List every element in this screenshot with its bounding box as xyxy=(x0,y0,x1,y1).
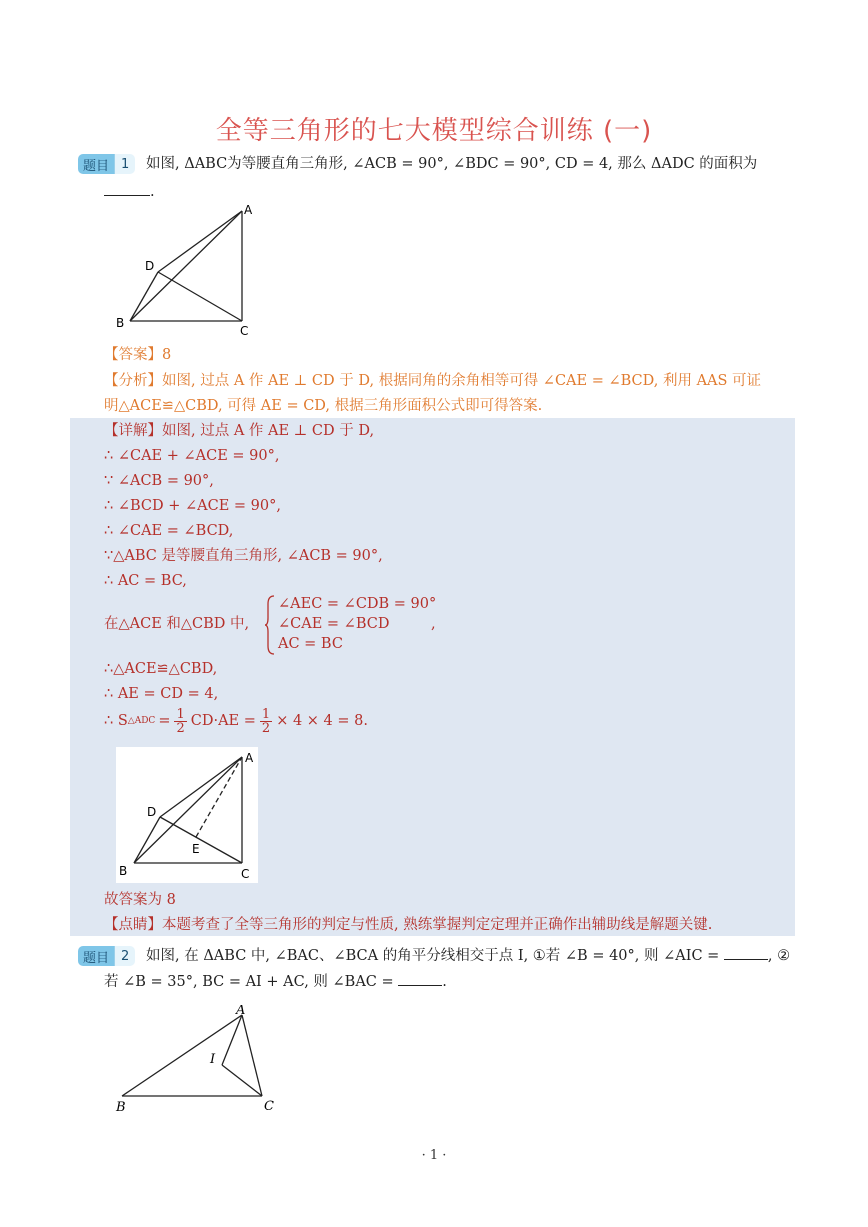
label-B: B xyxy=(119,864,128,878)
fraction-half xyxy=(260,708,272,735)
answer-blank xyxy=(724,945,768,960)
answer-blank xyxy=(104,181,150,196)
question-badge-1 xyxy=(78,154,135,174)
label-A: A xyxy=(245,751,254,765)
detail-line: ∴ ∠CAE = ∠BCD, xyxy=(104,523,234,539)
label-C: C xyxy=(264,1099,274,1114)
page-number: · 1 · xyxy=(421,1148,447,1163)
label-E: E xyxy=(192,842,200,856)
system-suffix: , xyxy=(431,616,436,632)
q2-text-line2 xyxy=(104,970,447,994)
detail-line: ∴ AC = BC, xyxy=(104,573,187,589)
area-eq: = xyxy=(158,713,171,729)
badge-label: 题目 xyxy=(78,946,114,966)
label-C: C xyxy=(241,867,250,881)
detail-line: ∵△ABC 是等腰直角三角形, ∠ACB = 90°, xyxy=(104,548,383,564)
q2-period: . xyxy=(442,974,447,990)
system-line: ∠AEC = ∠CDB = 90° xyxy=(278,596,437,612)
question-badge-2 xyxy=(78,946,135,966)
q2-text-end: , ② xyxy=(767,948,791,964)
q1-analysis-line1: 【分析】如图, 过点 A 作 AE ⊥ CD 于 D, 根据同角的余角相等可得 ∠CAE = ∠BCD, 利用 AAS 可证 xyxy=(104,373,762,389)
conclusion: 故答案为 8 xyxy=(104,892,176,908)
detail-line: ∴ AE = CD = 4, xyxy=(104,686,219,702)
detail-line: ∴△ACE≌△CBD, xyxy=(104,661,218,677)
badge-number: 1 xyxy=(114,154,135,174)
label-I: I xyxy=(210,1052,216,1067)
system-equations xyxy=(278,594,436,654)
fraction-half xyxy=(174,708,186,735)
q2-text: 如图, 在 ΔABC 中, ∠BAC、∠BCA 的角平分线相交于点 I, ①若 ∠B = 40°, 则 ∠AIC = xyxy=(146,948,720,964)
system-line: AC = BC xyxy=(278,636,343,652)
detail-line: 【详解】如图, 过点 A 作 AE ⊥ CD 于 D, xyxy=(104,423,375,439)
label-D: D xyxy=(145,259,155,273)
system-line: ∠CAE = ∠BCD xyxy=(278,616,390,632)
frac-num: 1 xyxy=(261,707,271,722)
area-end: × 4 × 4 = 8. xyxy=(276,713,368,729)
q2-text: 若 ∠B = 35°, BC = AI + AC, 则 ∠BAC = xyxy=(104,974,394,990)
detail-line: ∴ ∠BCD + ∠ACE = 90°, xyxy=(104,498,281,514)
label-A: A xyxy=(236,1005,246,1018)
area-subscript: △ADC xyxy=(127,716,156,726)
label-D: D xyxy=(147,805,157,819)
frac-num: 1 xyxy=(176,707,185,722)
label-A: A xyxy=(244,203,253,217)
q1-period: . xyxy=(150,184,155,200)
area-formula xyxy=(104,708,368,735)
system-prefix: 在△ACE 和△CBD 中, xyxy=(104,616,250,632)
area-prefix: ∴ S xyxy=(104,713,128,729)
detail-line: ∴ ∠CAE + ∠ACE = 90°, xyxy=(104,448,280,464)
q1-analysis-line2: 明△ACE≌△CBD, 可得 AE = CD, 根据三角形面积公式即可得答案. xyxy=(104,398,543,414)
frac-den: 2 xyxy=(176,721,185,736)
label-B: B xyxy=(116,1100,126,1115)
frac-den: 2 xyxy=(261,721,271,736)
q2-text-line1 xyxy=(146,944,826,968)
left-brace-icon xyxy=(264,594,276,656)
badge-label: 题目 xyxy=(78,154,114,174)
comment: 【点睛】本题考查了全等三角形的判定与性质, 熟练掌握判定定理并正确作出辅助线是解题关键. xyxy=(104,917,713,933)
q2-figure xyxy=(110,1005,290,1120)
q1-text: 如图, ΔABC为等腰直角三角形, ∠ACB = 90°, ∠BDC = 90°, CD = 4, 那么 ΔADC 的面积为 xyxy=(146,156,758,172)
q1-answer: 【答案】8 xyxy=(104,347,172,363)
label-C: C xyxy=(240,324,249,338)
area-mid: CD·AE = xyxy=(190,713,256,729)
badge-number: 2 xyxy=(114,946,135,966)
label-B: B xyxy=(116,316,125,330)
page-title: 全等三角形的七大模型综合训练 (一) xyxy=(215,116,653,146)
answer-blank xyxy=(398,971,442,986)
detail-line: ∵ ∠ACB = 90°, xyxy=(104,473,214,489)
q1-figure xyxy=(110,200,260,340)
solution-figure xyxy=(116,747,258,883)
